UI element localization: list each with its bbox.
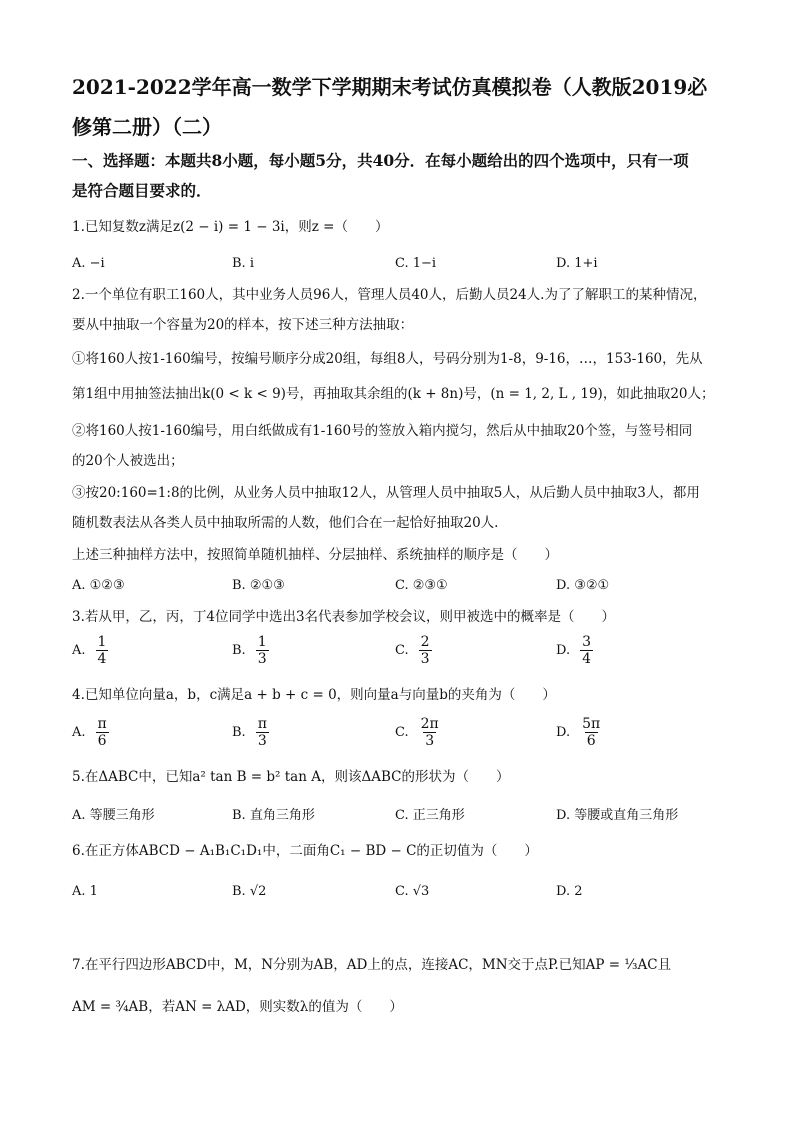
option-label: D.: [556, 643, 571, 658]
question-2-line-3: ①将160人按1-160编号，按编号顺序分成20组，每组8人，号码分别为1-8，9-16，…，153-160，先从: [72, 351, 703, 367]
question-7-line-2: AM = ¾AB，若AN = λAD，则实数λ的值为（ ）: [72, 999, 403, 1015]
numerator: 5π: [582, 716, 601, 732]
fraction: [256, 716, 269, 749]
numerator: 2: [420, 634, 430, 650]
option-label: D.: [556, 725, 571, 740]
fraction: [580, 716, 602, 749]
option-c: [395, 634, 432, 678]
fraction: [96, 716, 109, 749]
fraction: [419, 634, 432, 667]
fraction: [256, 634, 269, 667]
option-d: D. 1+i: [556, 256, 598, 271]
question-3-options: [72, 634, 732, 678]
option-d: D. ③②①: [556, 578, 610, 593]
question-2-line-5: ②将160人按1-160编号，用白纸做成有1-160号的签放入箱内搅匀，然后从中抽取20个签，与签号相同: [72, 423, 693, 439]
question-5-stem: 5.在ΔABC中，已知a² tan B = b² tan A，则该ΔABC的形状为（ ）: [72, 769, 510, 785]
option-label: A.: [72, 643, 86, 658]
option-label: C.: [395, 725, 409, 740]
numerator: π: [97, 716, 107, 732]
denominator: 3: [257, 733, 267, 749]
fraction: [580, 634, 593, 667]
section-heading-line2: 是符合题目要求的．: [72, 181, 212, 200]
question-6-options: [72, 880, 732, 904]
denominator: 6: [97, 733, 107, 749]
question-1-options: [72, 252, 732, 276]
option-a: A. 1: [72, 884, 98, 899]
fraction: [419, 716, 441, 749]
option-d: D. 等腰或直角三角形: [556, 808, 679, 823]
option-d: [556, 634, 593, 678]
option-a: A. ①②③: [72, 578, 125, 593]
option-label: B.: [232, 725, 246, 740]
option-label: A.: [72, 725, 86, 740]
question-4-stem: 4.已知单位向量a，b，c满足a + b + c = 0，则向量a与向量b的夹角为（ ）: [72, 687, 556, 703]
question-7-line-1: 7.在平行四边形ABCD中，M，N分别为AB，AD上的点，连接AC，MN交于点P.已知AP = ⅓AC且: [72, 957, 672, 973]
option-d: D. 2: [556, 884, 583, 899]
question-2-options: [72, 574, 732, 598]
option-b: B. 直角三角形: [232, 808, 315, 823]
section-heading-line1: 一、选择题：本题共8小题，每小题5分，共40分．在每小题给出的四个选项中，只有一项: [72, 151, 689, 170]
numerator: 1: [257, 634, 267, 650]
denominator: 3: [420, 651, 430, 667]
numerator: 2π: [420, 716, 439, 732]
denominator: 3: [425, 733, 435, 749]
numerator: π: [257, 716, 267, 732]
option-b: B. i: [232, 256, 254, 271]
question-2-line-2: 要从中抽取一个容量为20的样本，按下述三种方法抽取：: [72, 317, 414, 333]
numerator: 1: [97, 634, 107, 650]
question-6-stem: 6.在正方体ABCD − A₁B₁C₁D₁中，二面角C₁ − BD − C的正切值为（ ）: [72, 843, 538, 859]
option-b: B. √2: [232, 884, 267, 899]
question-2-line-6: 的20个人被选出；: [72, 453, 184, 469]
option-b: [232, 634, 269, 678]
option-c: C. 1−i: [395, 256, 437, 271]
question-2-line-1: 2.一个单位有职工160人，其中业务人员96人，管理人员40人，后勤人员24人.为了了解职工的某种情况，: [72, 287, 707, 303]
option-label: C.: [395, 643, 409, 658]
option-c: C. 正三角形: [395, 808, 465, 823]
option-c: C. √3: [395, 884, 430, 899]
option-a: [72, 634, 108, 678]
option-a: A. −i: [72, 256, 105, 271]
question-1-stem: 1.已知复数z满足z(2 − i) = 1 − 3i，则z =（ ）: [72, 219, 389, 235]
question-4-options: [72, 716, 732, 760]
option-c: C. ②③①: [395, 578, 448, 593]
option-a: [72, 716, 109, 760]
option-b: B. ②①③: [232, 578, 285, 593]
exam-title-line2: 修第二册）（二）: [72, 115, 222, 139]
fraction: [96, 634, 109, 667]
option-b: [232, 716, 269, 760]
numerator: 3: [582, 634, 592, 650]
question-2-line-4: 第1组中用抽签法抽出k(0 < k < 9)号，再抽取其余组的(k + 8n)号，(n = 1, 2, L , 19)，如此抽取20人；: [72, 386, 715, 402]
question-3-stem: 3.若从甲，乙，丙，丁4位同学中选出3名代表参加学校会议，则甲被选中的概率是（ ）: [72, 609, 616, 625]
denominator: 4: [97, 651, 107, 667]
question-2-line-9: 上述三种抽样方法中，按照简单随机抽样、分层抽样、系统抽样的顺序是（ ）: [72, 547, 558, 563]
question-2-line-8: 随机数表法从各类人员中抽取所需的人数，他们合在一起恰好抽取20人.: [72, 515, 499, 531]
denominator: 4: [582, 651, 592, 667]
option-d: [556, 716, 602, 760]
question-5-options: [72, 804, 732, 828]
denominator: 6: [586, 733, 596, 749]
question-2-line-7: ③按20:160=1:8的比例，从业务人员中抽取12人，从管理人员中抽取5人，从后勤人员中抽取3人，都用: [72, 485, 700, 501]
denominator: 3: [257, 651, 267, 667]
option-label: B.: [232, 643, 246, 658]
option-c: [395, 716, 441, 760]
exam-title-line1: 2021-2022学年高一数学下学期期末考试仿真模拟卷（人教版2019必: [72, 75, 708, 99]
option-a: A. 等腰三角形: [72, 808, 155, 823]
